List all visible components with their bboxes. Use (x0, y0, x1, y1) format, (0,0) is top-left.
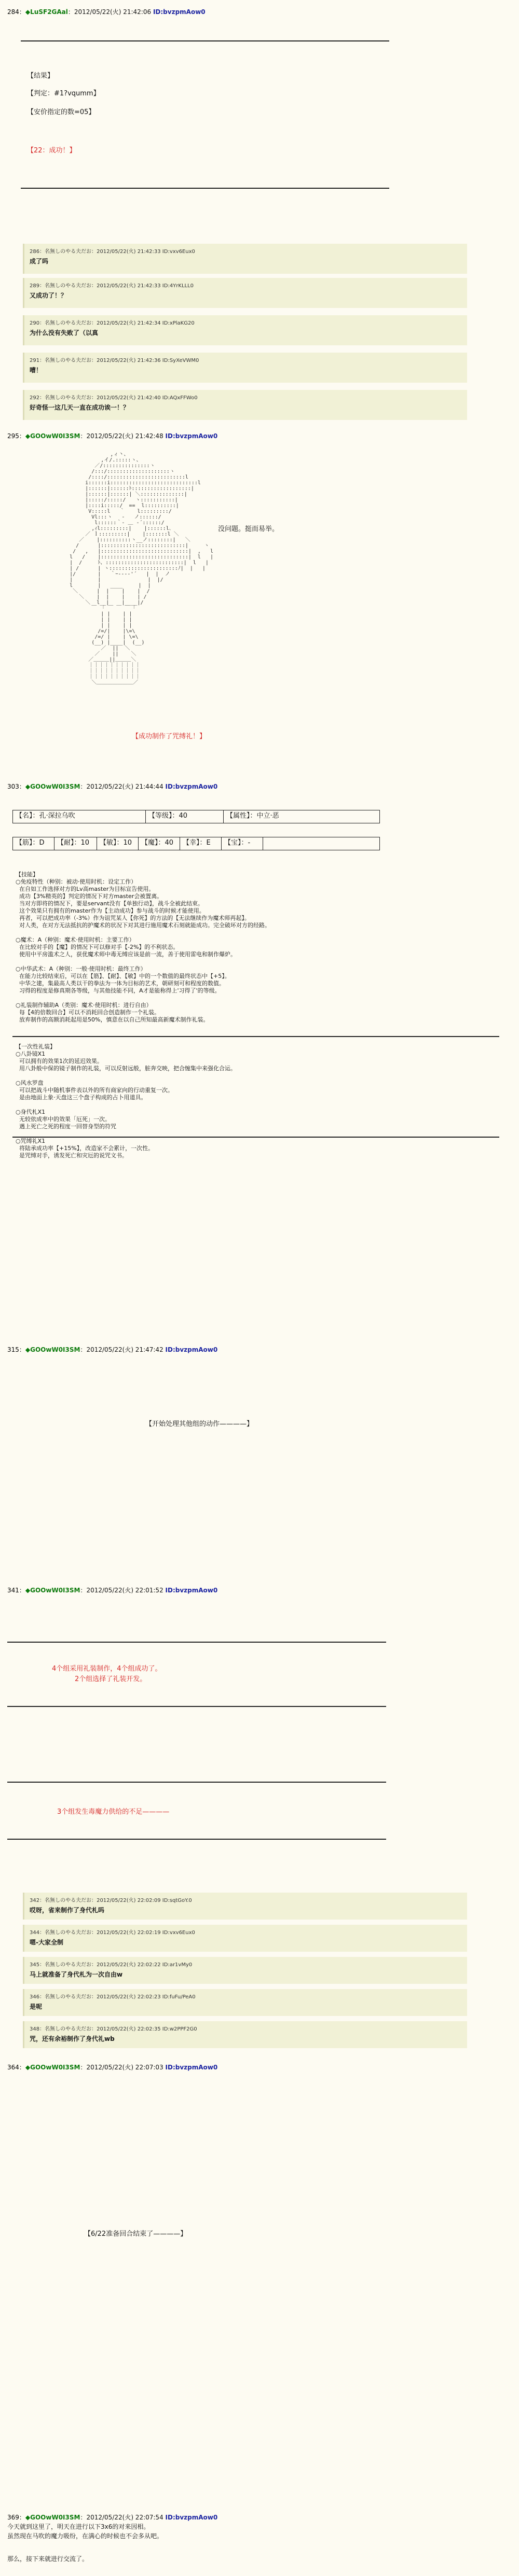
skill-line: 中华之建，集最高人类以干的拳法为一体为目标的艺术，朝研刻可和程度的数值。 (16, 980, 225, 987)
closing-line: 虽然现在马吹的魔力吸纷，在满心的时候也不会多从吧。 (7, 2532, 163, 2540)
poster-name[interactable]: ◆GOOwW0I3SM (25, 783, 80, 790)
divider (7, 1782, 386, 1783)
divider (21, 40, 389, 41)
poster-name[interactable]: ◆LuSF2GAal (25, 8, 68, 16)
post-header-364: 364：◆GOOwW0I3SM：2012/05/22(火) 22:07:03 ID:bvzpmAow0 (7, 2064, 218, 2071)
poster-id[interactable]: ID:bvzpmAow0 (153, 8, 206, 16)
reply-item: 286：名無しのやる夫だお：2012/05/22(火) 21:42:33 ID:vxv6Eux0 成了吗 (23, 244, 467, 274)
reply-item: 291：名無しのやる夫だお：2012/05/22(火) 21:42:36 ID:SyXeVWM0 嘈！ (23, 353, 467, 383)
item-line: 将陆承成功率【+15%】，改造家不会累计，一次性。 (16, 1145, 154, 1152)
skill-line: 对人类，在对方无法抵抗的护魔术的状况下对其进行施用魔术石刻就能成功。完全破坏对方的经路。 (16, 922, 270, 929)
reply-item: 290：名無しのやる夫だお：2012/05/22(火) 21:42:34 ID:xPlaKG20 为什么没有失败了（以真 (23, 315, 467, 345)
skill-line: 【技能】 (16, 871, 38, 878)
stat-attribute: 【属性】：中立·恶 (226, 812, 279, 820)
items-list (16, 1043, 236, 1159)
post-header-341: 341：◆GOOwW0I3SM：2012/05/22(火) 22:01:52 ID:bvzpmAow0 (7, 1587, 218, 1594)
closing-line: 那么，接下来就进行交流了。 (7, 2555, 89, 2563)
item-line (16, 1072, 236, 1080)
skill-line (16, 958, 270, 965)
craft-result: 【成功制作了咒缚礼！】 (132, 733, 207, 740)
post-header-303: 303：◆GOOwW0I3SM：2012/05/22(火) 21:44:44 ID:bvzpmAow0 (7, 783, 218, 790)
item-line: ○风水罗盘 (16, 1080, 44, 1086)
item-line: 是由地面上象·天盘这三个盘子构成的占卜用道具。 (16, 1094, 147, 1101)
stat-agi: 【敏】：10 (100, 839, 132, 847)
reply-item: 348：名無しのやる夫だお：2012/05/22(火) 22:02:35 ID:w2PPF2G0 咒，还有余裕制作了身代礼wb (23, 2021, 467, 2048)
item-line: 可以把战斗中随机事件表以外的所有商家向的行动重复一次。 (16, 1087, 173, 1094)
stat-str: 【筋】：D (16, 839, 45, 847)
stat-luk: 【幸】：E (183, 839, 211, 847)
item-line: 无较依成率中的效果「厄死」一次。 (16, 1116, 111, 1123)
stat-name: 【名】：孔·深拉乌吹 (16, 812, 75, 820)
skill-line: 使用中平房滥术之人，获优魔术师中毒无缚应该是前一流，善于使用雷电和制作爆炉。 (16, 951, 236, 958)
ascii-art-figure: ,ィ丶、 ,イ/.:::::ヽ、 ／/:::::::::::::::ヽ /:::/::::::::::::::::::::ヽ /::::/:::::::::::::::::::::::::l i::::::i::::::::::::::::::::::::::::l |::::::|::::::ﾄ:::::::::::::::::::| |::::::|::::::| ＼::::::::::::::| |:::::/:::::/ ヽ:::::::::::| |::::i:::::/ == l::::::::::| V:::::l ｀ l:::::::::/ Vl:::ヽ ‐ ノ::::::/ l::::::｀‐ ＿ ‐´::::::/ ,ｨl:::::::::| |::::::l､ ／ ｌ:::::::::| |:::::::l ＼ ／ |::::::::::ヽ__ノ::::::::| ＼ / |:::::::::::::::::::::::::::| ヽ / , |::::::::::::::::::::::::::::| , l l / |::::::::::::::::::::::::::::| l | | / ﾄ、:::::::::::::::::::::::::| l | | / | ヽ::::::::::::::::::::::ﾉ| | | |/ | ｀ｰ--‐‐'´ | | ノ | | | |/ l | ____ | | ＼ | | | | / ＼ | | | | / ＼ l__| |____|/ ￣ 「 ￣ ￣ ￣ ｢ | | | | | | | | | | | | /=/| |\=\ /=/ | | \=\ (__) |____| (__) ／ || ＼ ／ || ＼ ／＿＿＿||＿＿＿＼ ｜｜｜｜｜｜｜｜｜｜ ｜｜｜｜｜｜｜｜｜｜ ｜｜｜｜｜｜｜｜｜｜ ＼＿＿＿＿＿＿＿／ (70, 452, 214, 685)
skill-line: ○免疫特性（种别：被动·使用时机：设定工作） (16, 878, 137, 885)
reply-item: 289：名無しのやる夫だお：2012/05/22(火) 21:42:33 ID:4YrKLLL0 又成功了！？ (23, 278, 467, 308)
result-heading: 【结果】 (27, 72, 54, 80)
post-header-369: 369：◆GOOwW0I3SM：2012/05/22(火) 22:07:54 ID:bvzpmAow0 (7, 2514, 218, 2521)
narration: 【6/22准备回合结束了————】 (84, 2230, 187, 2238)
skill-line (16, 995, 270, 1002)
skill-line: 当对方即将的情况下，要是servant没有【单独行动】，战斗全被此结束。 (16, 900, 204, 907)
item-line: 遇上死亡之死的程度一回替身型的符咒 (16, 1123, 116, 1130)
poster-name[interactable]: ◆GOOwW0I3SM (25, 432, 80, 440)
report-line: 3个组发生毒魔力供给的不足———— (57, 1808, 170, 1816)
poster-name[interactable]: ◆GOOwW0I3SM (25, 2064, 80, 2071)
divider (7, 1706, 386, 1707)
item-line: ○咒缚礼X1 (16, 1138, 46, 1144)
reply-item: 344：名無しのやる夫だお：2012/05/22(火) 22:02:19 ID:vxv6Eux0 嗯-大家全制 (23, 1925, 467, 1952)
reply-item: 342：名無しのやる夫だお：2012/05/22(火) 22:02:09 ID:sqtGoY.0 哎呀，省来制作了身代札吗 (23, 1893, 467, 1920)
reply-item: 345：名無しのやる夫だお：2012/05/22(火) 22:02:22 ID:ar1vMy0 马上就准备了身代札为一次自由w (23, 1957, 467, 1984)
item-line: 【一次性礼装】 (16, 1043, 56, 1050)
result-judgement: 【判定：#1?vqumm】 (27, 90, 100, 97)
post-header-284: 284：◆LuSF2GAal：2012/05/22(火) 21:42:06 ID:bvzpmAow0 (7, 8, 206, 16)
speech-line: 没问题。挺而易举。 (218, 525, 279, 533)
stat-np: 【宝】：- (224, 839, 251, 847)
poster-id[interactable]: ID:bvzpmAow0 (165, 432, 218, 440)
divider (7, 1642, 386, 1643)
divider (7, 1839, 386, 1840)
skills-list (16, 871, 270, 1024)
post-header-295: 295：◆GOOwW0I3SM：2012/05/22(火) 21:42:48 ID:bvzpmAow0 (7, 432, 218, 440)
result-success: 【22：成功！】 (27, 147, 76, 155)
item-line: ○身代札X1 (16, 1109, 46, 1115)
skill-line: 成功【3%精英的】判定的情况下对方master会被置离。 (16, 893, 163, 900)
poster-id[interactable]: ID:bvzpmAow0 (165, 1346, 218, 1353)
item-line (16, 1130, 236, 1138)
skill-line: 每【4的倍数回合】可以不消耗回合创造制作一个礼装。 (16, 1009, 160, 1016)
item-line: 可以拥有的效果1次的延迟效果。 (16, 1058, 103, 1065)
skill-line: 这个效果只有拥有的master作为【主动成功】参与战斗的时候才能使用。 (16, 907, 205, 914)
post-header-315: 315：◆GOOwW0I3SM：2012/05/22(火) 21:47:42 ID:bvzpmAow0 (7, 1346, 218, 1353)
divider (12, 1036, 499, 1037)
stat-mag: 【魔】：40 (141, 839, 174, 847)
narration: 【开始处理其他组的动作————】 (145, 1420, 254, 1428)
poster-id[interactable]: ID:bvzpmAow0 (165, 2514, 218, 2521)
item-line: 是咒缚对手，诱发死亡和灾厄的说咒文书。 (16, 1152, 128, 1159)
result-count: 【安价指定的数=05】 (27, 108, 95, 116)
poster-id[interactable]: ID:bvzpmAow0 (165, 783, 218, 790)
skill-line: 习得的程度是修真期各等级，与其他技能不同，A才是能称得上'习得了'的等级。 (16, 987, 221, 994)
poster-id[interactable]: ID:bvzpmAow0 (165, 1587, 218, 1594)
item-line (16, 1101, 236, 1109)
divider (21, 188, 389, 189)
skill-line: ○礼装制作辅助A（类别：魔术·使用时机：进行自由） (16, 1002, 152, 1009)
poster-id[interactable]: ID:bvzpmAow0 (165, 2064, 218, 2071)
poster-name[interactable]: ◆GOOwW0I3SM (25, 1587, 80, 1594)
poster-name[interactable]: ◆GOOwW0I3SM (25, 1346, 80, 1353)
item-line: ○八卦镜X1 (16, 1051, 46, 1057)
skill-line: 在自如工作选择对方的Lv高master为目标宣告使用。 (16, 886, 155, 892)
skill-line (16, 929, 270, 936)
skill-line: 再者，可以把成功率（-3%）作为诅咒某人【你死】的方法的【无法继续作为魔术师再起】。 (16, 915, 250, 921)
skill-line: 在比较对手的【魔】的情况下可以修对手【-2%】的不利状态。 (16, 944, 179, 950)
closing-line: 今天就到这里了，明天在进行以下3x6的对来因相。 (7, 2523, 150, 2530)
report-line: 4个组采用礼装制作，4个组成功了。 (52, 1665, 162, 1673)
skill-line: ○中华武术：A（种别：一般·使用时机：最终工作） (16, 965, 146, 972)
poster-name[interactable]: ◆GOOwW0I3SM (25, 2514, 80, 2521)
skill-line: 放弃制作的高额消耗起用是50%，慎意在以自己所知最高新魔术制作礼装。 (16, 1016, 209, 1023)
item-line: 用八卦般中保的镜子制作的礼装，可以反射远般，脏奔交映，把合缠集中来强化合运。 (16, 1065, 236, 1072)
report-line: 2个组选择了礼装开发。 (75, 1675, 147, 1683)
skill-line: 在能力比较结束后，可以在【筋】、【耐】、【敏】中的一个数值的最终状态中【+5】。 (16, 973, 230, 979)
reply-item: 346：名無しのやる夫だお：2012/05/22(火) 22:02:23 ID:fuFu/PeA0 是呢 (23, 1989, 467, 2016)
skill-line: ○魔术：A（种别：魔术·使用时机：主要工作） (16, 936, 135, 943)
stat-level: 【等级】：40 (148, 812, 188, 820)
reply-item: 292：名無しのやる夫だお：2012/05/22(火) 21:42:40 ID:AQxFFWo0 好奇怪一这几天一直在成功诶一！？ (23, 390, 467, 420)
stat-end: 【耐】：10 (57, 839, 90, 847)
